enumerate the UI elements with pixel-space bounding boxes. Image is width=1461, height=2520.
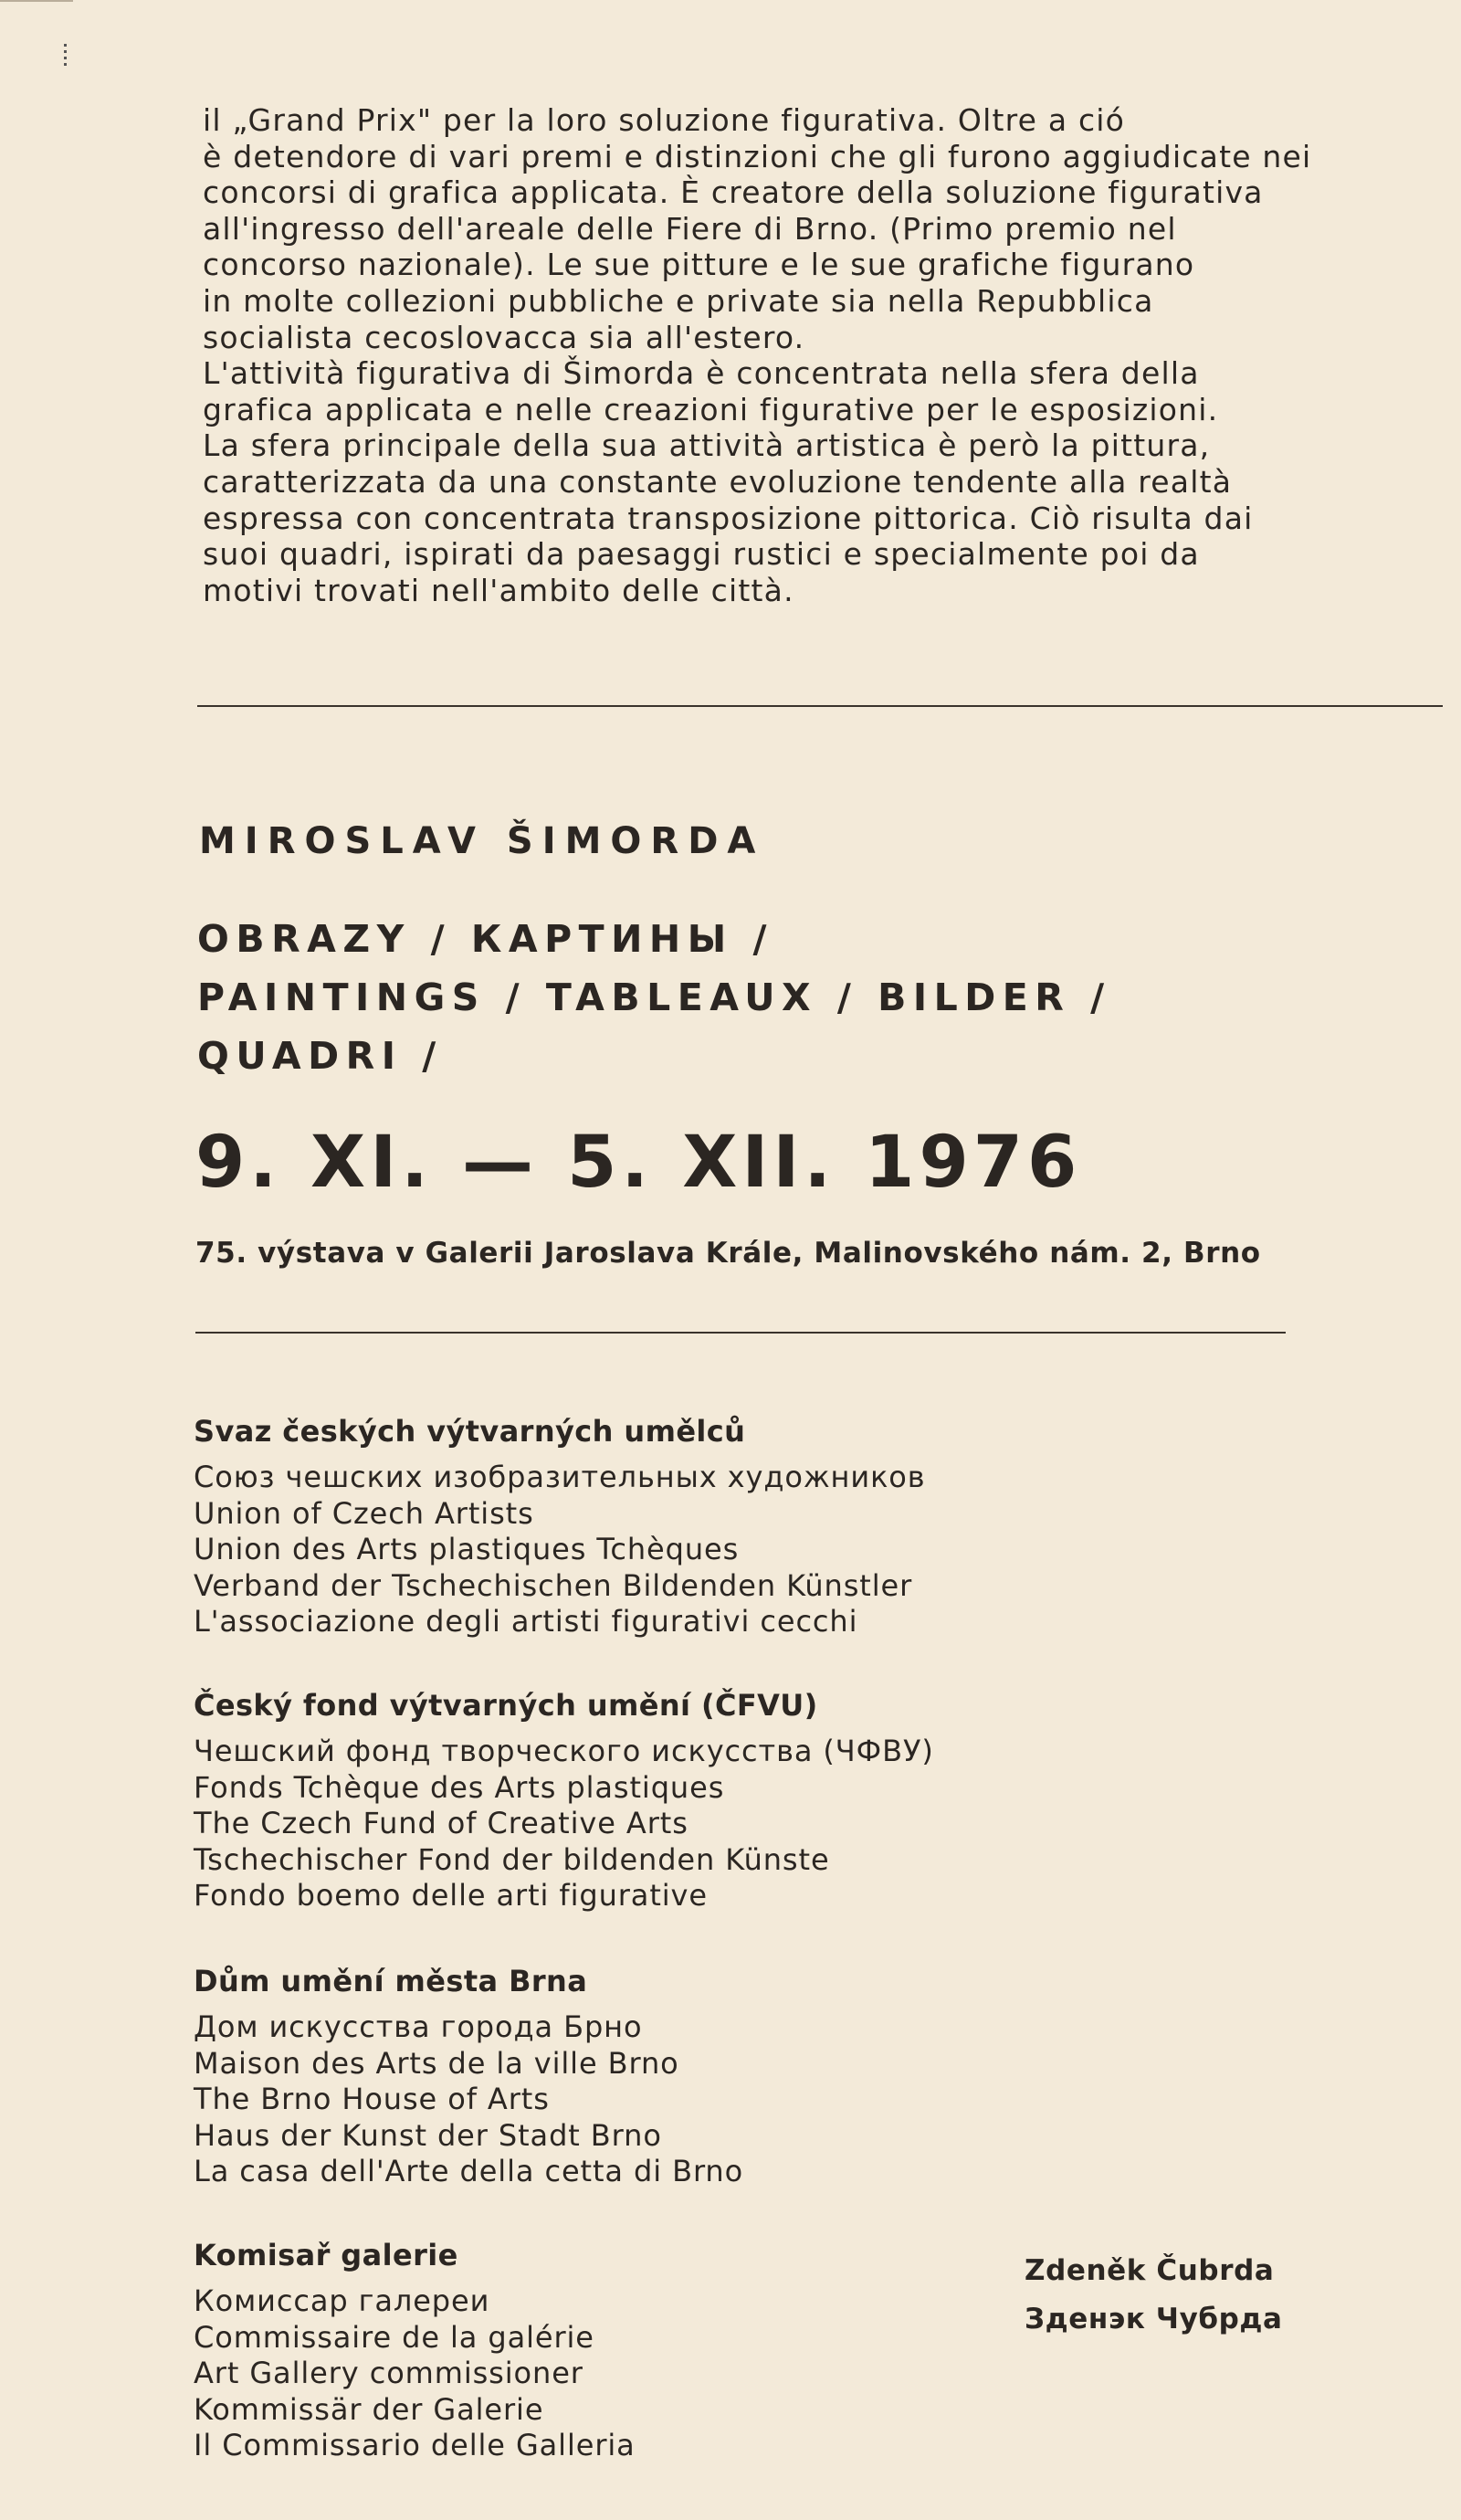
translation-line: The Czech Fund of Creative Arts — [194, 1806, 688, 1840]
org-svaz — [194, 1414, 1107, 1640]
translation-line: Verband der Tschechischen Bildenden Künstler — [194, 1567, 913, 1603]
org-heading: Dům umění města Brna — [194, 1964, 588, 1998]
intro-line: socialista cecoslovacca sia all'estero. — [203, 319, 805, 355]
artist-name: MIROSLAV ŠIMORDA — [199, 820, 765, 862]
org-translations — [194, 2009, 1107, 2190]
commissioner-name-block — [1025, 2247, 1283, 2344]
org-heading: Svaz českých výtvarných umělců — [194, 1414, 746, 1449]
margin-dots — [64, 44, 67, 69]
translation-line: Art Gallery commissioner — [194, 2356, 583, 2390]
intro-line: L'attività figurativa di Šimorda è concentrata nella sfera della — [203, 355, 1200, 392]
commissioner-name-cyrillic: Зденэк Чубрда — [1025, 2303, 1283, 2335]
intro-line: grafica applicata e nelle creazioni figurative per le esposizioni. — [203, 391, 1219, 427]
intro-line: in molte collezioni pubbliche e private sia nella Repubblica — [203, 282, 1154, 319]
intro-line: La sfera principale della sua attività artistica è però la pittura, — [203, 427, 1211, 464]
translation-line: La casa dell'Arte della cetta di Brno — [194, 2154, 744, 2188]
translation-line: Дом искусства города Брно — [194, 2009, 643, 2044]
intro-text — [203, 102, 1417, 608]
intro-line: è detendore di vari premi e distinzioni che gli furono aggiudicate nei — [203, 138, 1312, 174]
intro-line: caratterizzata da una constante evoluzione tendente alla realtà — [203, 463, 1233, 500]
translation-line: Комиссар галереи — [194, 2283, 490, 2318]
intro-line: concorsi di grafica applicata. È creatore della soluzione figurativa — [203, 174, 1264, 211]
intro-line: motivi trovati nell'ambito delle città. — [203, 572, 794, 608]
divider-bottom — [195, 1332, 1286, 1334]
commissioner-name: Zdeněk Čubrda — [1025, 2254, 1275, 2287]
translation-line: Union of Czech Artists — [194, 1495, 534, 1531]
org-translations — [194, 2283, 1107, 2464]
divider-top — [197, 705, 1443, 707]
intro-line: espressa con concentrata transposizione pittorica. Ciò risulta dai — [203, 500, 1254, 536]
top-edge-mark — [0, 0, 73, 2]
org-dum-umeni — [194, 1964, 1107, 2190]
translation-line: Tschechischer Fond der bildenden Künste — [194, 1841, 830, 1877]
translation-line: Il Commissario delle Galleria — [194, 2428, 636, 2462]
title-line: QUADRI / — [197, 1034, 443, 1078]
title-line: PAINTINGS / TABLEAUX / BILDER / — [197, 975, 1111, 1019]
translation-line: Чешский фонд творческого искусства (ЧФВУ) — [194, 1734, 934, 1768]
translation-line: Союз чешских изобразительных художников — [194, 1460, 926, 1494]
exhibition-dates: 9. XI. — 5. XII. 1976 — [195, 1122, 1082, 1204]
translation-line: Union des Arts plastiques Tchèques — [194, 1532, 740, 1566]
org-heading: Český fond výtvarných umění (ČFVU) — [194, 1688, 818, 1723]
org-komisar — [194, 2238, 1107, 2464]
title-line: OBRAZY / КАРТИНЫ / — [197, 917, 773, 961]
translation-line: Fonds Tchèque des Arts plastiques — [194, 1769, 725, 1805]
org-heading: Komisař galerie — [194, 2238, 458, 2272]
translation-line: Haus der Kunst der Stadt Brno — [194, 2117, 662, 2153]
intro-line: il „Grand Prix" per la loro soluzione figurativa. Oltre a ció — [203, 102, 1126, 138]
intro-line: concorso nazionale). Le sue pitture e le sue grafiche figurano — [203, 247, 1195, 283]
translation-line: The Brno House of Arts — [194, 2082, 550, 2116]
translation-line: Commissaire de la galérie — [194, 2319, 594, 2355]
intro-line: all'ingresso dell'areale delle Fiere di Brno. (Primo premio nel — [203, 210, 1177, 247]
translation-line: Kommissär der Galerie — [194, 2391, 544, 2427]
translation-line: Maison des Arts de la ville Brno — [194, 2045, 679, 2081]
intro-line: suoi quadri, ispirati da paesaggi rustici e specialmente poi da — [203, 536, 1200, 573]
org-cfvu — [194, 1688, 1107, 1914]
exhibition-titles — [197, 910, 1384, 1085]
translation-line: Fondo boemo delle arti figurative — [194, 1878, 708, 1913]
translation-line: L'associazione degli artisti figurativi cecchi — [194, 1604, 858, 1639]
org-translations — [194, 1734, 1107, 1914]
org-translations — [194, 1460, 1107, 1640]
venue-line: 75. výstava v Galerii Jaroslava Krále, Malinovského nám. 2, Brno — [195, 1237, 1261, 1270]
